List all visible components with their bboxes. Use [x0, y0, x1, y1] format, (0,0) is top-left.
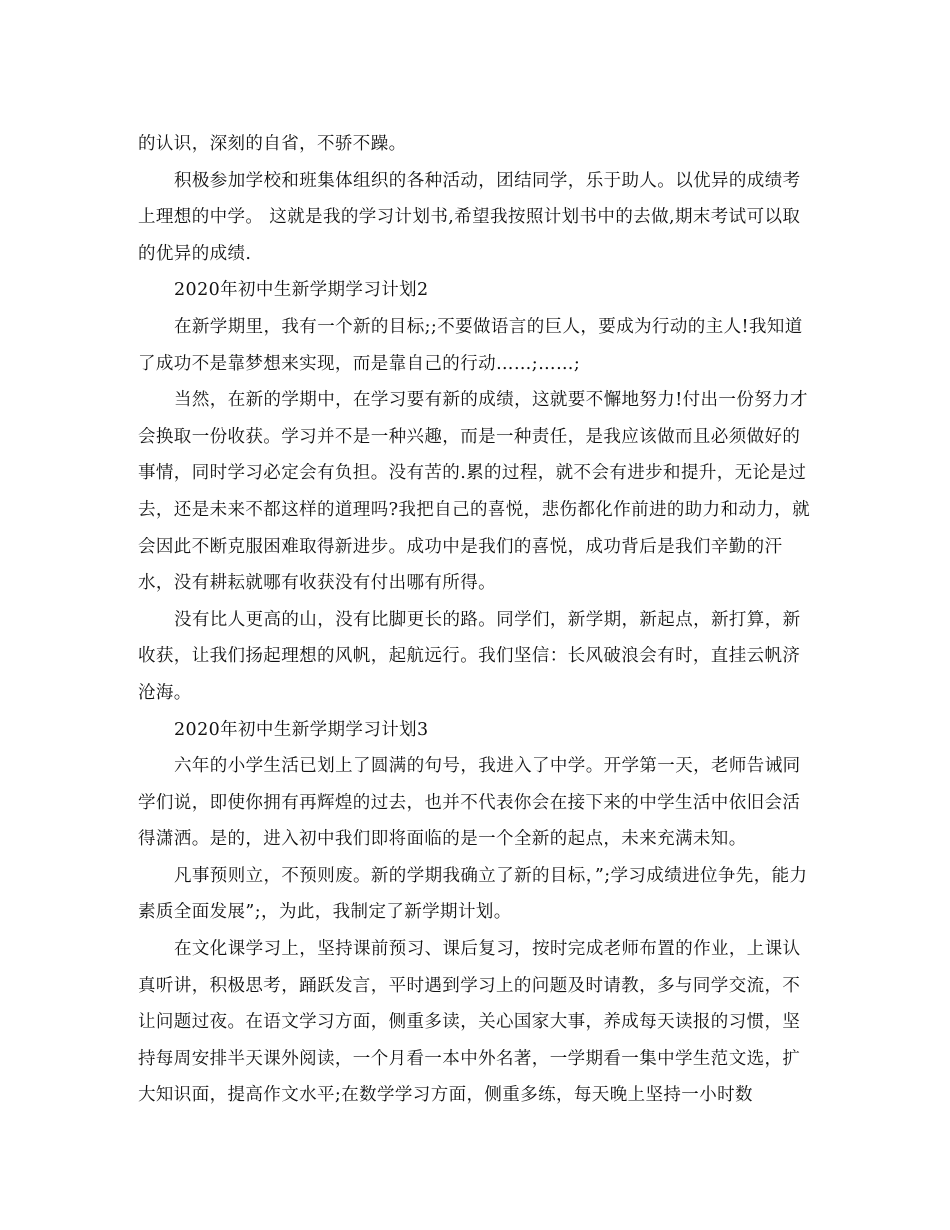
- document-body: [138, 126, 818, 1114]
- paragraph-effort: 当然，在新的学期中，在学习要有新的成绩，这就要不懈地努力!付出一份努力才会换取一份收获。学习并不是一种兴趣，而是一种责任，是我应该做而且必须做好的事情，同时学习必定会有负担。没有苦的.累的过程，就不会有进步和提升，无论是过去，还是未来不都这样的道理吗?我把自己的喜悦，悲伤都化作前进的助力和动力，就会因此不断克服困难取得新进步。成功中是我们的喜悦，成功背后是我们辛勤的汗水，没有耕耘就哪有收获没有付出哪有所得。: [138, 390, 811, 594]
- paragraph-ambition: 没有比人更高的山，没有比脚更长的路。同学们，新学期，新起点，新打算，新收获，让我们扬起理想的风帆，起航远行。我们坚信：长风破浪会有时，直挂云帆济沧海。: [138, 609, 801, 703]
- paragraph-activities: 积极参加学校和班集体组织的各种活动，团结同学，乐于助人。以优异的成绩考上理想的中学。 这就是我的学习计划书,希望我按照计划书中的去做,期末考试可以取的优异的成绩.: [138, 170, 801, 264]
- paragraph-study-method: 在文化课学习上，坚持课前预习、课后复习，按时完成老师布置的作业，上课认真听讲，积极思考，踊跃发言，平时遇到学习上的问题及时请教，多与同学交流，不让问题过夜。在语文学习方面，侧重多读，关心国家大事，养成每天读报的习惯，坚持每周安排半天课外阅读，一个月看一本中外名著，一学期看一集中学生范文选，扩大知识面，提高作文水平;在数学学习方面，侧重多练，每天晚上坚持一小时数: [138, 939, 801, 1106]
- paragraph-new-goal: 在新学期里，我有一个新的目标;;不要做语言的巨人，要成为行动的主人!我知道了成功不是靠梦想来实现，而是靠自己的行动……;……;: [138, 316, 803, 374]
- paragraph-middle-school: 六年的小学生活已划上了圆满的句号，我进入了中学。开学第一天，老师告诫同学们说，即使你拥有再辉煌的过去，也并不代表你会在接下来的中学生活中依旧会活得潇洒。是的，进入初中我们即将面临的是一个全新的起点，未来充满未知。: [138, 756, 801, 850]
- section-heading-plan-2: 2020年初中生新学期学习计划2: [174, 280, 429, 301]
- paragraph-continuation: 的认识，深刻的自省，不骄不躁。: [138, 134, 407, 154]
- section-heading-plan-3: 2020年初中生新学期学习计划3: [174, 719, 429, 740]
- paragraph-targets: 凡事预则立，不预则废。新的学期我确立了新的目标，”;学习成绩进位争先，能力素质全面发展”;，为此，我制定了新学期计划。: [138, 865, 808, 923]
